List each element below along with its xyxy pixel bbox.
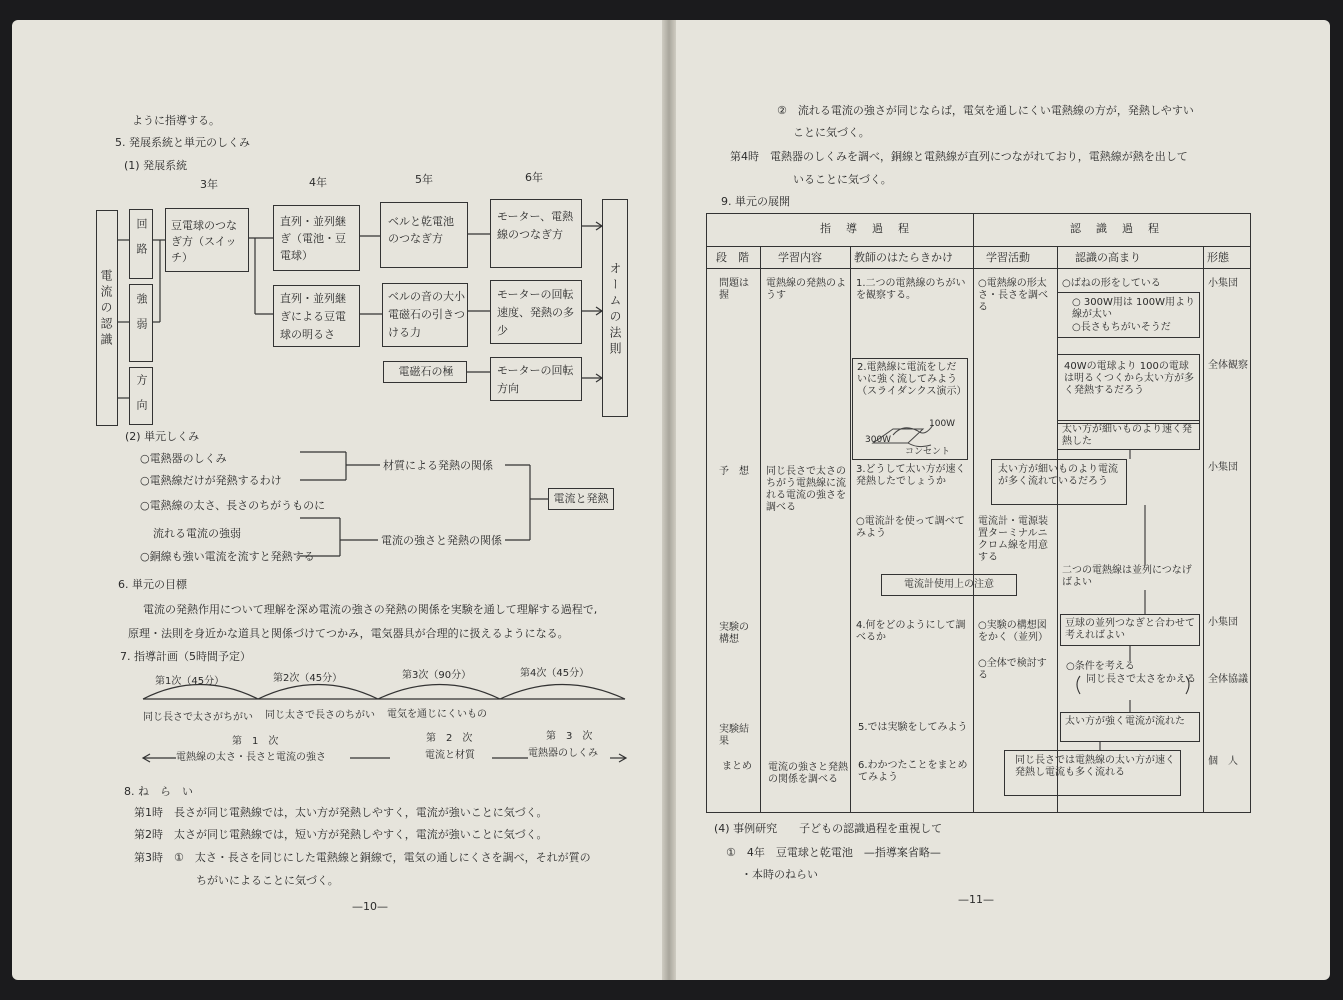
plan-topic-1: 同じ長さで太さがちがい — [143, 712, 253, 723]
recog-9: ○条件を考える — [1066, 661, 1135, 672]
section-8-heading: 8. ね ら い — [124, 785, 193, 798]
form-2: 全体観察 — [1208, 360, 1248, 371]
section-7-heading: 7. 指導計画（5時間予定） — [120, 650, 251, 663]
material-relation: 材質による発熱の関係 — [383, 459, 493, 472]
aim-2: 第2時 太さが同じ電熱線では，短い方が発熱しやすく，電流が強いことに気づく。 — [134, 828, 548, 841]
circuit-label: 回路 — [135, 218, 148, 268]
aim-4-line-2: いることに気づく。 — [793, 173, 892, 186]
page-number-left: —10— — [352, 900, 388, 913]
plan-topic-3: 電気を通じにくいもの — [387, 709, 487, 720]
grade-5-label: 5年 — [415, 173, 433, 186]
plan-content-2: 電流と材質 — [425, 750, 475, 761]
col-recognition: 認識の高まり — [1075, 251, 1141, 264]
g4-circuit-text: 直列・並列継ぎ（電池・豆電球） — [280, 215, 346, 262]
g4-strength-text: 直列・並列継ぎによる豆電球の明るさ — [280, 292, 346, 341]
col-content: 学習内容 — [778, 251, 822, 264]
teacher-6: 6.わかつたことをまとめてみよう — [858, 760, 968, 783]
teacher-5: 5.では実験をしてみよう — [858, 722, 968, 733]
teacher-1: 1.二つの電熱線のちがいを観察する。 — [856, 278, 966, 301]
plan-part-2: 第 2 次 — [426, 733, 473, 744]
aim-3-2-line-1: ② 流れる電流の強さが同じならば，電気を通しにくい電熱線の方が，発熱しやすい — [777, 104, 1194, 117]
recog-10: 同じ長さで太さをかえる — [1086, 674, 1196, 685]
activity-4: ○全体で検討する — [978, 658, 1047, 681]
case-study-item-1: ① 4年 豆電球と乾電池 —指導案省略— — [726, 846, 941, 859]
plan-2-label: 第2次（45分） — [273, 673, 343, 684]
stage-design: 実験の構想 — [719, 622, 749, 645]
recog-11: 太い方が強く電流が流れた — [1065, 716, 1185, 727]
form-4: 小集団 — [1208, 617, 1238, 628]
aim-3-cont: ちがいによることに気づく。 — [196, 874, 339, 887]
plan-1-label: 第1次（45分） — [155, 676, 225, 687]
activity-2: 電流計・電源装置ターミナルニクロム線を用意する — [978, 516, 1048, 563]
stage-result: 実験結果 — [719, 724, 749, 747]
sketch-outlet: コンセント — [905, 447, 951, 457]
recog-process-header: 認 識 過 程 — [1070, 222, 1161, 235]
activity-3: ○実験の構想図をかく（並列） — [978, 620, 1048, 643]
g6-circuit-text: モーター、電熱線のつなぎ方 — [497, 210, 574, 241]
unit-item-4: 流れる電流の強弱 — [153, 527, 241, 540]
aim-4-line-1: 第4時 電熱器のしくみを調べ，銅線と電熱線が直列につながれており，電熱線が熱を出して — [730, 150, 1188, 163]
g5-direction-text: 電磁石の極 — [398, 365, 454, 378]
plan-part-3: 第 3 次 — [546, 731, 593, 742]
teacher-3: 3.どうして太い方が速く発熱したでしょうか — [856, 464, 966, 487]
goal-line-1: 電流の発熱作用について理解を深め電流の強さの発熱の関係を実験を通して理解する過程で, — [143, 603, 598, 616]
form-6: 個 人 — [1208, 756, 1238, 767]
aim-1: 第1時 長さが同じ電熱線では，太い方が発熱しやすく，電流が強いことに気づく。 — [134, 806, 548, 819]
g5-circuit-text: ベルと乾電池のつなぎ方 — [388, 215, 454, 245]
section-5-1-heading: (1) 発展系統 — [124, 159, 188, 172]
recog-5: 太い方が細いものより速く発熱した — [1062, 424, 1192, 447]
grade-4-label: 4年 — [309, 176, 327, 189]
col-stage: 段 階 — [716, 251, 749, 264]
section-5-2-heading: (2) 単元しくみ — [125, 430, 200, 443]
content-1: 電熱線の発熱のようす — [766, 278, 846, 301]
section-5-heading: 5. 発展系統と単元のしくみ — [115, 136, 250, 149]
unit-item-3: ○電熱線の太さ、長さのちがうものに — [140, 499, 326, 512]
plan-content-1: 電熱線の太さ・長さと電流の強さ — [176, 752, 326, 763]
col-activity: 学習活動 — [986, 251, 1030, 264]
activity-1: ○電熱線の形太さ・長さを調べる — [978, 278, 1048, 313]
ohm-law-label: オームの法則 — [608, 262, 622, 358]
case-study-heading: (4) 事例研究 子どもの認識過程を重視して — [714, 822, 943, 835]
recog-1: ○ばねの形をしている — [1062, 278, 1161, 289]
plan-topic-2: 同じ太さで長さのちがい — [265, 710, 375, 721]
goal-line-2: 原理・法則を身近かな道具と関係づけてつかみ，電気器具が合理的に扱えるようになる。 — [128, 627, 569, 640]
direction-label: 方向 — [135, 374, 148, 424]
grade-6-label: 6年 — [525, 171, 543, 184]
g6-strength-text: モーターの回転速度、発熱の多少 — [497, 288, 574, 337]
recog-6: 太い方が細いものより電流が多く流れているだろう — [998, 464, 1118, 487]
plan-part-1: 第 1 次 — [232, 736, 279, 747]
stage-summary: まとめ — [722, 761, 752, 772]
unit-item-2: ○電熱線だけが発熱するわけ — [140, 474, 282, 487]
g3-circuit-text: 豆電球のつなぎ方（スイッチ） — [171, 219, 237, 264]
sketch-300w: 300W — [865, 435, 892, 445]
plan-content-3: 電熱器のしくみ — [528, 748, 598, 759]
strength-relation: 電流の強さと発熱の関係 — [381, 534, 502, 547]
teacher-4: 4.何をどのようにして調べるか — [856, 620, 966, 643]
unit-item-1: ○電熱器のしくみ — [140, 452, 227, 465]
g6-direction-text: モーターの回転方向 — [497, 364, 574, 395]
strength-label: 強弱 — [135, 293, 148, 343]
col-form: 形態 — [1207, 251, 1229, 264]
unit-result-text: 電流と発熱 — [553, 492, 609, 505]
grade-3-label: 3年 — [200, 178, 218, 191]
section-9-heading: 9. 単元の展開 — [721, 195, 790, 208]
recog-7: 二つの電熱線は並列につなげばよい — [1062, 565, 1192, 588]
page-number-right: —11— — [958, 893, 994, 906]
recog-8: 豆球の並列つなぎと合わせて考えればよい — [1065, 618, 1195, 641]
recog-4: 40Wの電球より 100の電球は明るくつくから太い方が多く発熱するだろう — [1064, 361, 1194, 396]
recog-3: ○長さもちがいそうだ — [1072, 322, 1171, 333]
teacher-3b: ○電流計を使って調べてみよう — [856, 516, 965, 539]
col-teacher: 教師のはたらきかけ — [854, 251, 953, 264]
g5-strength-text: ベルの音の大小電磁石の引きつける力 — [388, 290, 465, 339]
caution-text: 電流計使用上の注意 — [904, 579, 994, 590]
stage-predict: 予 想 — [719, 466, 749, 477]
aim-3-2-line-2: ことに気づく。 — [793, 126, 870, 139]
content-2: 同じ長さで太さのちがう電熱線に流れる電流の強さを調べる — [766, 466, 846, 513]
content-3: 電流の強さと発熱の関係を調べる — [768, 762, 848, 785]
plan-3-label: 第3次（90分） — [402, 670, 472, 681]
stage-problem: 問題は握 — [719, 278, 749, 301]
unit-item-5: ○銅線も強い電流を流すと発熱する — [140, 550, 315, 563]
current-recognition-label: 電流の認識 — [99, 269, 113, 349]
aim-3: 第3時 ① 太さ・長さを同じにした電熱線と銅線で，電気の通しにくさを調べ，それが質の — [134, 851, 591, 864]
plan-4-label: 第4次（45分） — [520, 668, 590, 679]
section-6-heading: 6. 単元の目標 — [118, 578, 187, 591]
recog-12: 同じ長さでは電熱線の太い方が速く発熱し電流も多く流れる — [1015, 755, 1175, 778]
form-5: 全体協議 — [1208, 674, 1248, 685]
teacher-2: 2.電熱線に電流をしだいに強く流してみよう（スライダンクス演示） — [857, 362, 967, 397]
form-1: 小集団 — [1208, 278, 1238, 289]
guide-process-header: 指 導 過 程 — [820, 222, 911, 235]
recog-2: ○ 300W用は 100W用より線が太い — [1072, 297, 1196, 320]
form-3: 小集団 — [1208, 462, 1238, 473]
sketch-100w: 100W — [929, 419, 956, 429]
case-study-aim: ・本時のねらい — [741, 868, 818, 881]
intro-text: ように指導する。 — [132, 114, 220, 127]
